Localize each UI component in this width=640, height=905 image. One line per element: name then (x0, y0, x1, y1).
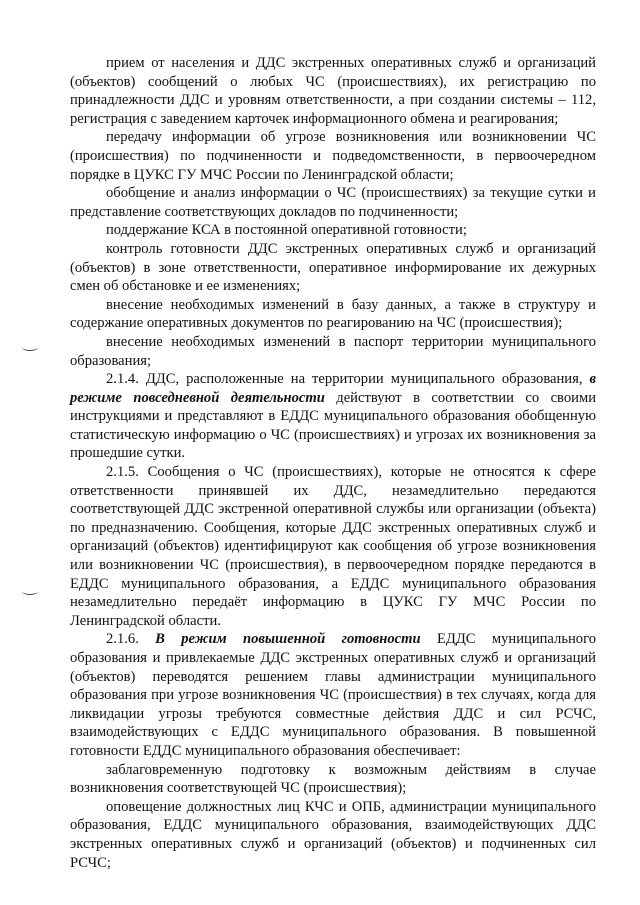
document-body (70, 54, 596, 872)
paragraph (70, 128, 596, 184)
text-run: 2.1.4. ДДС, расположенные на территории муниципального образования, (106, 371, 590, 388)
text-run: внесение необходимых изменений в базу данных, а также в структуру и содержание оперативных документов по реагированию на ЧС (происшествия); (70, 296, 596, 332)
text-run: ЕДДС муниципального образования и привлекаемые ДДС экстренных оперативных служб и организаций (объектов) переводятся решением главы администрации муниципального образования при угрозе возникновения ЧС (происшествия) в тех случаях, когда для ликвидации угрозы требуются совместные действия ДДС и сил РСЧС, взаимодействующих с ЕДДС муниципального образования. В повышенной готовности ЕДДС муниципального образования обеспечивает: (70, 631, 597, 759)
paragraph (70, 798, 596, 872)
text-run: 2.1.5. Сообщения о ЧС (происшествиях), которые не относятся к сфере ответственности принявшей их ДДС, незамедлительно передаются соответствующей ДДС экстренной оперативной службы или организации (объекта) по предназначению. Сообщения, которые ДДС экстренных оперативных служб и организаций (объектов) идентифицируют как сообщения об угрозе возникновения или возникновении ЧС (происшествия), в первоочередном порядке передаются в ЕДДС муниципального образования, а ЕДДС муниципального образования незамедлительно передаёт информацию в ЦУКС ГУ МЧС России по Ленинградской области. (70, 464, 596, 629)
paragraph (70, 240, 596, 296)
text-run: обобщение и анализ информации о ЧС (происшествиях) за текущие сутки и представление соответствующих докладов по подчиненности; (70, 185, 596, 220)
paragraph (70, 370, 596, 463)
text-run: оповещение должностных лиц КЧС и ОПБ, администрации муниципального образования, ЕДДС муниципального образования, взаимодействующих ДДС экстренных оперативных служб и организаций (объектов) и подчиненных сил РСЧС; (70, 798, 596, 871)
paragraph (70, 463, 596, 630)
text-run: контроль готовности ДДС экстренных оперативных служб и организаций (объектов) в зоне ответственности, оперативное информирование их дежурных смен об обстановке и ее изменениях; (70, 240, 596, 295)
text-run: 2.1.6. (106, 631, 156, 648)
text-run: передачу информации об угрозе возникновения или возникновении ЧС (происшествия) по подчиненности и подведомственности, в первоочередном порядке в ЦУКС ГУ МЧС России по Ленинградской области; (70, 129, 596, 183)
paragraph (70, 184, 596, 221)
text-run: действуют в соответствии со своими инструкциями и представляют в ЕДДС муниципального образования обобщенную статистическую информацию о ЧС (происшествиях) и угрозах их возникновения за прошедшие сутки. (70, 389, 596, 462)
margin-mark-bottom (22, 588, 38, 595)
text-run: внесение необходимых изменений в паспорт территории муниципального образования; (70, 333, 596, 369)
paragraph (70, 54, 596, 128)
margin-mark-top (22, 344, 38, 351)
emphasized-text: В режим повышенной готовности (155, 631, 421, 648)
text-run: прием от населения и ДДС экстренных оперативных служб и организаций (объектов) сообщений о любых ЧС (происшествиях), их регистрацию по принадлежности ДДС и уровням ответственности, а при создании системы – 112, регистрация с заведением карточек информационного обмена и реагирования; (70, 55, 596, 127)
paragraph (70, 221, 596, 240)
paragraph (70, 761, 596, 798)
text-run: заблаговременную подготовку к возможным действиям в случае возникновения соответствующей ЧС (происшествия); (70, 761, 596, 797)
emphasized-text: в режиме повседневной деятельности (70, 371, 596, 406)
text-run: поддержание КСА в постоянной оперативной готовности; (106, 222, 467, 239)
paragraph (70, 296, 596, 333)
paragraph (70, 333, 596, 370)
paragraph (70, 630, 596, 760)
